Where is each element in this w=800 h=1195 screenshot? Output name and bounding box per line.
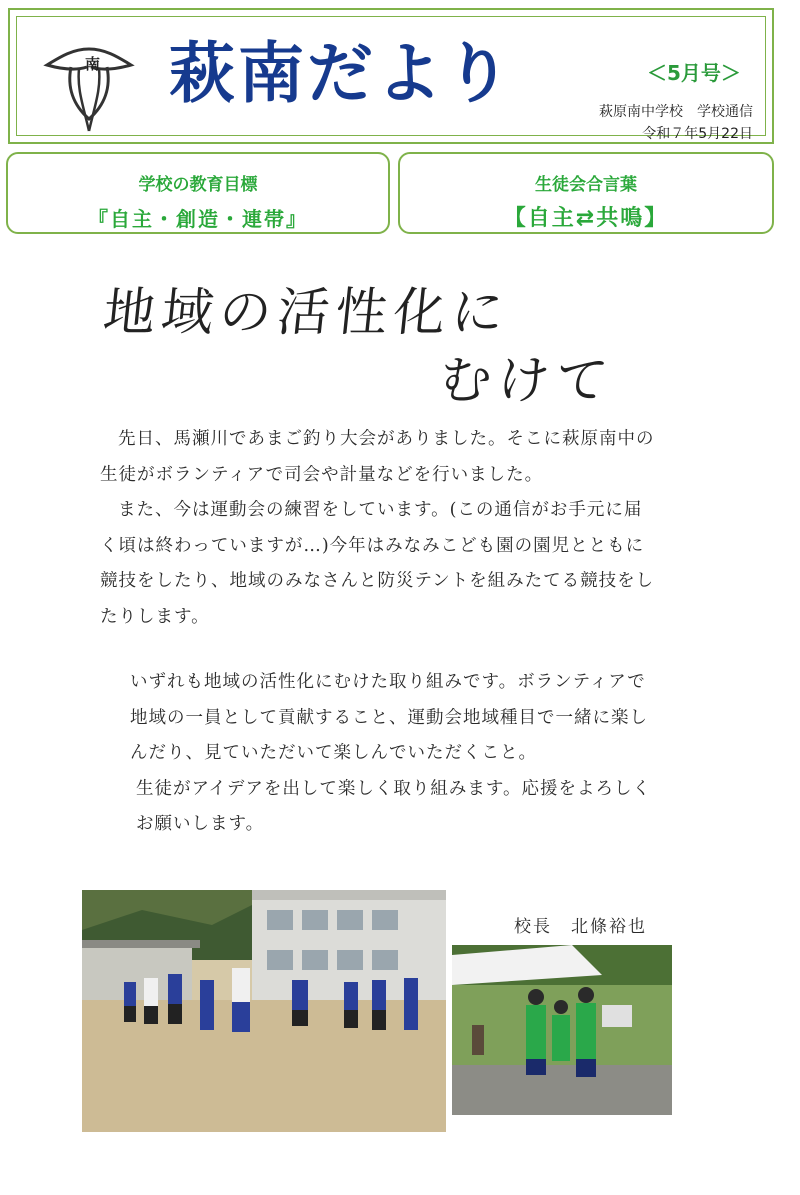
message-paragraph: また、今は運動会の練習をしています。(この通信がお手元に届く頃は終わっていますが…)今年はみなみこども園の園児とともに競技をしたり、地域のみなさんと防災テントを組みたてる競技をしたりします。 [100,500,655,627]
article-headline-line2: むけて [436,351,617,411]
message-paragraph: いずれも地域の活性化にむけた取り組みです。ボランティアで地域の一員として貢献すること、運動会地域種目で一緒に楽しんだり、見ていただいて楽しんでいただくこと。 [130,672,648,763]
message-paragraph: 生徒がアイデアを出して楽しく取り組みます。応援をよろしくお願いします。 [136,778,652,834]
issue-label: ＜5月号＞ [647,61,741,85]
header-inner-frame [16,16,766,142]
education-goal-title: 学校の教育目標 [138,175,258,195]
principal-signature: 校長 北條裕也 [514,917,647,937]
newsletter-title: 萩南だより [169,35,514,112]
issue-date: 令和７年5月22日 [642,126,753,142]
education-goal-text: 『自主・創造・連帯』 [88,207,308,231]
sports-day-scene-illustration [82,890,446,1132]
paragraph-gap [100,635,660,665]
fishing-tournament-volunteers-photo [452,945,672,1115]
sports-day-practice-photo [82,890,446,1132]
principal-message [100,422,660,843]
school-meta [577,101,753,145]
article-headline-line1: 地域の活性化に [100,283,513,343]
newsletter-header [8,8,774,144]
school-name: 萩原南中学校 学校通信 [599,104,753,120]
education-goal-box [6,152,390,234]
volunteer-scene-illustration [452,945,672,1115]
emblem-character: 南 [85,55,101,73]
student-council-motto-title: 生徒会合言葉 [535,175,637,195]
student-council-motto-box [398,152,774,234]
student-council-motto-text: 【自主⇄共鳴】 [503,206,669,231]
message-paragraph: 先日、馬瀬川であまご釣り大会がありました。そこに萩原南中の生徒がボランティアで司会や計量などを行いました。 [100,429,655,485]
